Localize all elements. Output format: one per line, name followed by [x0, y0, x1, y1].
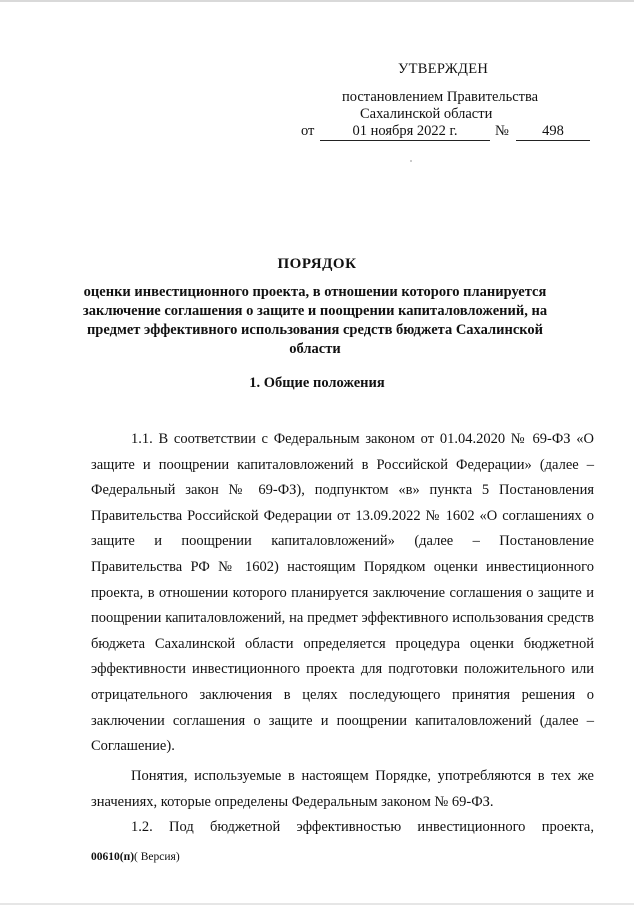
section-heading: 1. Общие положения [249, 375, 385, 391]
footer-version: ( Версия) [134, 851, 180, 863]
scan-speck [410, 160, 412, 162]
from-label: от [301, 123, 315, 139]
paragraph-1-1: 1.1. В соответствии с Федеральным законом от 01.04.2020 № 69-ФЗ «О защите и поощрении капиталовложений в Российской Федерации» (далее – Федеральный закон № 69-ФЗ), подпунктом «в» пункта 5 Постановления Правительства Российской Федерации от 13.09.2022 № 1602 «О соглашениях о защите и поощрении капиталовложений» (далее – Постановление Правительства РФ № 1602) настоящим Порядком оценки инвестиционного проекта, в отношении которого планируется заключение соглашения о защите и поощрении капиталовложений, на предмет эффективного использования средств бюджета Сахалинской области определяется процедура оценки бюджетной эффективности инвестиционного проекта для подготовки положительного или отрицательного заключения в целях последующего принятия решения о заключении соглашения о защите и поощрении капиталовложений (далее – Соглашение). [91, 431, 594, 755]
paragraph-1-2: 1.2. Под бюджетной эффективностью инвестиционного проекта, [131, 819, 594, 835]
scan-top-edge [0, 0, 634, 2]
approved-heading: УТВЕРЖДЕН [398, 61, 489, 77]
paragraph-definitions: Понятия, используемые в настоящем Порядке, употребляются в тех же значениях, которые определены Федеральным законом № 69-ФЗ. [91, 768, 594, 810]
document-title: ПОРЯДОК [277, 256, 357, 272]
footer-doc-code: 00610(п) [91, 851, 135, 863]
resolution-line: постановлением Правительства [342, 89, 539, 105]
approval-date: 01 ноября 2022 г. [320, 122, 490, 141]
region-line: Сахалинской области [360, 106, 493, 122]
footer-code [91, 851, 180, 863]
number-label: № [495, 123, 509, 139]
approval-number: 498 [516, 122, 590, 141]
document-subtitle: оценки инвестиционного проекта, в отношении которого планируется заключение соглашения о защите и поощрении капиталовложений, на предмет эффективного использования средств бюджета Сахалинской области [82, 284, 548, 357]
